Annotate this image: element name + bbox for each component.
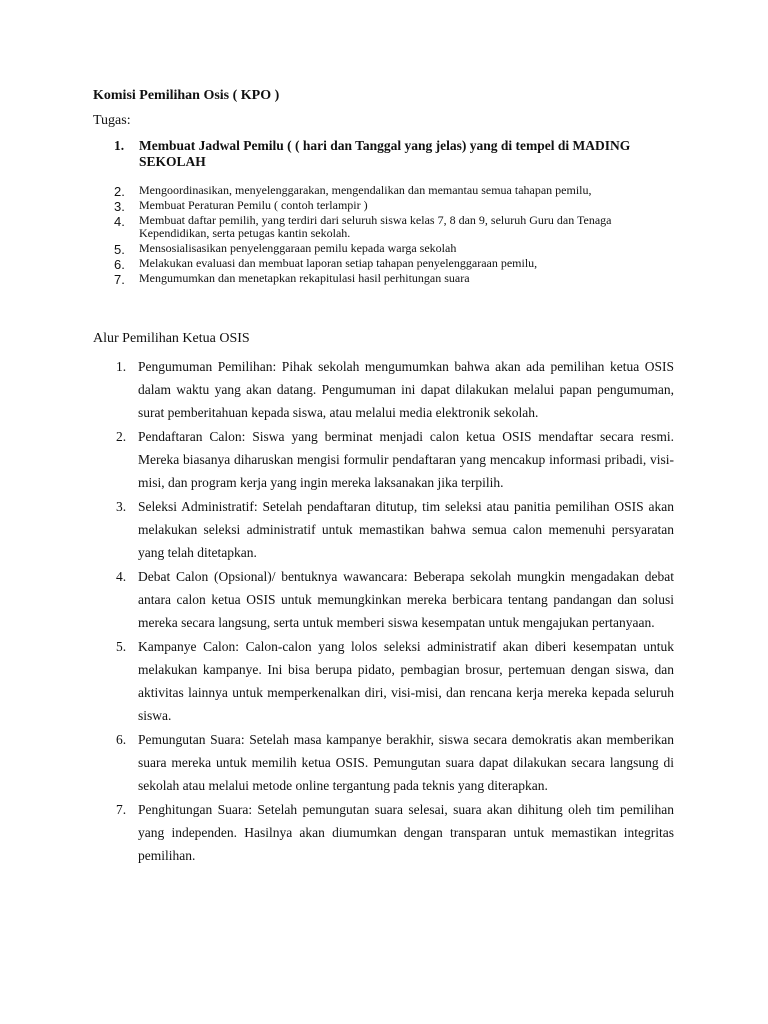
- step-number: 6.: [116, 732, 127, 747]
- step-text: Pemungutan Suara: Setelah masa kampanye berakhir, siswa secara demokratis akan memberikan suara mereka untuk memilih ketua OSIS. Pemungutan suara dapat dilakukan secara langsung di sekolah atau melalui metode online tergantung pada teknis yang diterapkan.: [138, 732, 674, 793]
- step-number: 1.: [116, 359, 127, 374]
- step-text: Pengumuman Pemilihan: Pihak sekolah mengumumkan bahwa akan ada pemilihan ketua OSIS dalam waktu yang akan datang. Pengumuman ini dapat dilakukan melalui papan pengumuman, surat pemberitahuan kepada siswa, atau melalui media elektronik sekolah.: [138, 359, 674, 420]
- step-number: 5.: [116, 639, 127, 654]
- task-text: Membuat Peraturan Pemilu ( contoh terlampir ): [139, 198, 368, 212]
- task-item: [114, 199, 674, 212]
- step-item: [116, 635, 674, 727]
- step-number: 2.: [116, 429, 127, 444]
- step-item: [116, 355, 674, 424]
- step-item: [116, 798, 674, 867]
- task-number: 3.: [114, 199, 125, 214]
- task-list: [114, 138, 674, 287]
- task-text: Mengoordinasikan, menyelenggarakan, mengendalikan dan memantau semua tahapan pemilu,: [139, 183, 592, 197]
- task-item: [114, 184, 674, 197]
- step-number: 4.: [116, 569, 127, 584]
- step-text: Debat Calon (Opsional)/ bentuknya wawancara: Beberapa sekolah mungkin mengadakan debat antara calon ketua OSIS untuk memungkinkan mereka berbicara tentang pandangan dan solusi mereka secara langsung, serta untuk memberi siswa kesempatan untuk mengajukan pertanyaan.: [138, 569, 674, 630]
- task-item: [114, 138, 674, 170]
- task-item: [114, 257, 674, 270]
- task-text: Mensosialisasikan penyelenggaraan pemilu kepada warga sekolah: [139, 241, 457, 255]
- step-item: [116, 425, 674, 494]
- task-text: Membuat Jadwal Pemilu ( ( hari dan Tanggal yang jelas) yang di tempel di MADING SEKOLAH: [139, 138, 631, 169]
- step-item: [116, 495, 674, 564]
- task-item: [114, 242, 674, 255]
- task-number: 5.: [114, 242, 125, 257]
- task-number: 2.: [114, 184, 125, 199]
- alur-title: Alur Pemilihan Ketua OSIS: [93, 331, 250, 346]
- step-number: 7.: [116, 802, 127, 817]
- step-text: Kampanye Calon: Calon-calon yang lolos seleksi administratif akan diberi kesempatan untuk melakukan kampanye. Ini bisa berupa pidato, pembagian brosur, pertemuan dengan siswa, dan aktivitas lainnya untuk memperkenalkan diri, visi-misi, dan rencana kerja mereka kepada seluruh siswa.: [138, 639, 674, 723]
- task-text: Membuat daftar pemilih, yang terdiri dari seluruh siswa kelas 7, 8 dan 9, seluruh Guru dan Tenaga Kependidikan, serta petugas kantin sekolah.: [139, 213, 612, 240]
- step-list: [116, 355, 674, 868]
- task-item: [114, 272, 674, 285]
- tugas-label: Tugas:: [93, 113, 131, 128]
- step-text: Pendaftaran Calon: Siswa yang berminat menjadi calon ketua OSIS mendaftar secara resmi. Mereka biasanya diharuskan mengisi formulir pendaftaran yang mencakup informasi pribadi, visi-misi, dan program kerja yang ingin mereka laksanakan jika terpilih.: [138, 429, 674, 490]
- task-text: Mengumumkan dan menetapkan rekapitulasi hasil perhitungan suara: [139, 271, 470, 285]
- step-text: Seleksi Administratif: Setelah pendaftaran ditutup, tim seleksi atau panitia pemilihan OSIS akan melakukan seleksi administratif untuk memastikan bahwa semua calon memenuhi persyaratan yang telah ditetapkan.: [138, 499, 674, 560]
- task-number: 1.: [114, 138, 125, 153]
- task-number: 4.: [114, 214, 125, 229]
- step-item: [116, 565, 674, 634]
- step-text: Penghitungan Suara: Setelah pemungutan suara selesai, suara akan dihitung oleh tim pemilihan yang independen. Hasilnya akan diumumkan dengan transparan untuk memastikan integritas pemilihan.: [138, 802, 674, 863]
- document-title: Komisi Pemilihan Osis ( KPO ): [93, 88, 280, 103]
- task-number: 6.: [114, 257, 125, 272]
- task-number: 7.: [114, 272, 125, 287]
- task-text: Melakukan evaluasi dan membuat laporan setiap tahapan penyelenggaraan pemilu,: [139, 256, 538, 270]
- step-item: [116, 728, 674, 797]
- step-number: 3.: [116, 499, 127, 514]
- task-item: [114, 214, 674, 240]
